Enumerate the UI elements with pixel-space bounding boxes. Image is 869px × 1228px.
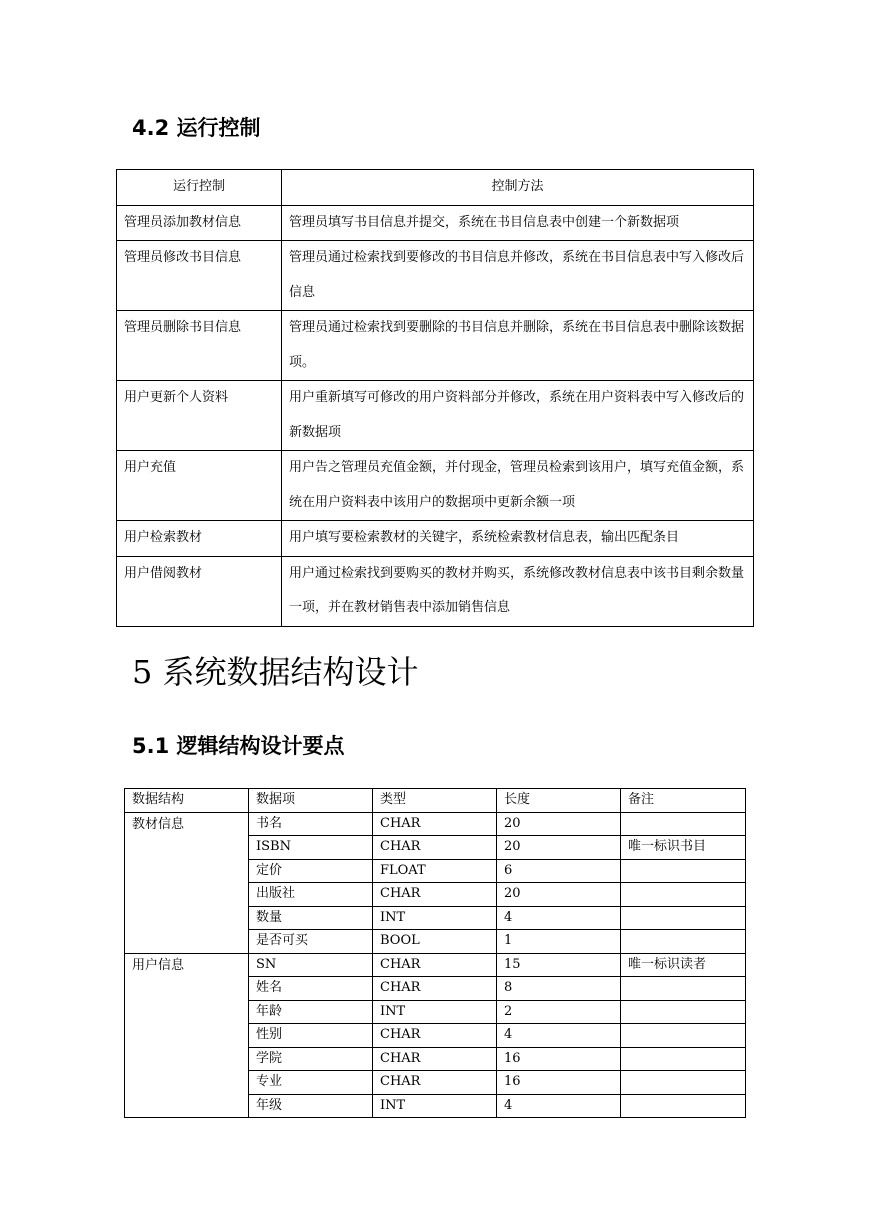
type-cell: CHAR [373,1047,497,1071]
remark-cell [621,1071,746,1095]
length-cell: 16 [497,1047,621,1071]
type-cell: CHAR [373,883,497,907]
type-cell: CHAR [373,1024,497,1048]
remark-cell [621,812,746,836]
logical-structure-table [124,788,746,1118]
length-cell: 20 [497,812,621,836]
length-cell: 4 [497,1094,621,1118]
run-control-table [116,169,754,627]
remark-cell: 唯一标识读者 [621,953,746,977]
type-cell: INT [373,906,497,930]
remark-cell [621,1024,746,1048]
table-header-row [125,789,746,813]
column-header: 长度 [497,789,621,813]
remark-cell [621,930,746,954]
table-row [125,953,746,977]
column-header: 运行控制 [117,170,282,206]
control-item-cell: 用户检索教材 [117,521,282,557]
control-method-cell: 用户填写要检索教材的关键字，系统检索教材信息表，输出匹配条目 [282,521,754,557]
data-item-cell: 出版社 [249,883,373,907]
type-cell: FLOAT [373,859,497,883]
table-row [125,812,746,836]
column-header: 数据项 [249,789,373,813]
type-cell: CHAR [373,977,497,1001]
control-item-cell: 管理员修改书目信息 [117,241,282,311]
length-cell: 16 [497,1071,621,1095]
data-structure-cell: 教材信息 [125,812,249,953]
data-item-cell: 年龄 [249,1000,373,1024]
length-cell: 6 [497,859,621,883]
remark-cell [621,883,746,907]
data-item-cell: 姓名 [249,977,373,1001]
column-header: 控制方法 [282,170,754,206]
control-item-cell: 用户借阅教材 [117,556,282,626]
control-item-cell: 用户充值 [117,451,282,521]
type-cell: CHAR [373,1071,497,1095]
section-heading-4-2: 4.2 运行控制 [132,116,261,140]
type-cell: CHAR [373,812,497,836]
table-row [117,241,754,311]
length-cell: 4 [497,1024,621,1048]
table-row [117,556,754,626]
data-item-cell: SN [249,953,373,977]
type-cell: CHAR [373,953,497,977]
type-cell: BOOL [373,930,497,954]
table-row [117,311,754,381]
remark-cell [621,977,746,1001]
table-row [117,521,754,557]
table-row [117,451,754,521]
table-header-row [117,170,754,206]
remark-cell [621,906,746,930]
length-cell: 20 [497,836,621,860]
control-method-cell: 管理员通过检索找到要删除的书目信息并删除，系统在书目信息表中删除该数据项。 [282,311,754,381]
length-cell: 1 [497,930,621,954]
control-item-cell: 管理员删除书目信息 [117,311,282,381]
remark-cell [621,1094,746,1118]
data-item-cell: 学院 [249,1047,373,1071]
length-cell: 20 [497,883,621,907]
remark-cell: 唯一标识书目 [621,836,746,860]
remark-cell [621,859,746,883]
type-cell: CHAR [373,836,497,860]
type-cell: INT [373,1000,497,1024]
column-header: 备注 [621,789,746,813]
column-header: 数据结构 [125,789,249,813]
length-cell: 4 [497,906,621,930]
length-cell: 2 [497,1000,621,1024]
table-row [117,205,754,241]
data-item-cell: ISBN [249,836,373,860]
control-method-cell: 用户告之管理员充值金额，并付现金，管理员检索到该用户，填写充值金额，系统在用户资料表中该用户的数据项中更新余额一项 [282,451,754,521]
data-item-cell: 数量 [249,906,373,930]
data-item-cell: 定价 [249,859,373,883]
table-row [117,381,754,451]
data-item-cell: 是否可买 [249,930,373,954]
data-item-cell: 专业 [249,1071,373,1095]
data-structure-cell: 用户信息 [125,953,249,1118]
type-cell: INT [373,1094,497,1118]
remark-cell [621,1047,746,1071]
remark-cell [621,1000,746,1024]
data-item-cell: 书名 [249,812,373,836]
column-header: 类型 [373,789,497,813]
data-item-cell: 性别 [249,1024,373,1048]
control-method-cell: 用户通过检索找到要购买的教材并购买，系统修改教材信息表中该书目剩余数量一项，并在教材销售表中添加销售信息 [282,556,754,626]
control-method-cell: 用户重新填写可修改的用户资料部分并修改，系统在用户资料表中写入修改后的新数据项 [282,381,754,451]
length-cell: 15 [497,953,621,977]
data-item-cell: 年级 [249,1094,373,1118]
control-method-cell: 管理员通过检索找到要修改的书目信息并修改，系统在书目信息表中写入修改后信息 [282,241,754,311]
control-item-cell: 管理员添加教材信息 [117,205,282,241]
control-method-cell: 管理员填写书目信息并提交，系统在书目信息表中创建一个新数据项 [282,205,754,241]
length-cell: 8 [497,977,621,1001]
section-heading-5-1: 5.1 逻辑结构设计要点 [132,734,345,758]
control-item-cell: 用户更新个人资料 [117,381,282,451]
chapter-heading-5: 5 系统数据结构设计 [132,653,419,691]
